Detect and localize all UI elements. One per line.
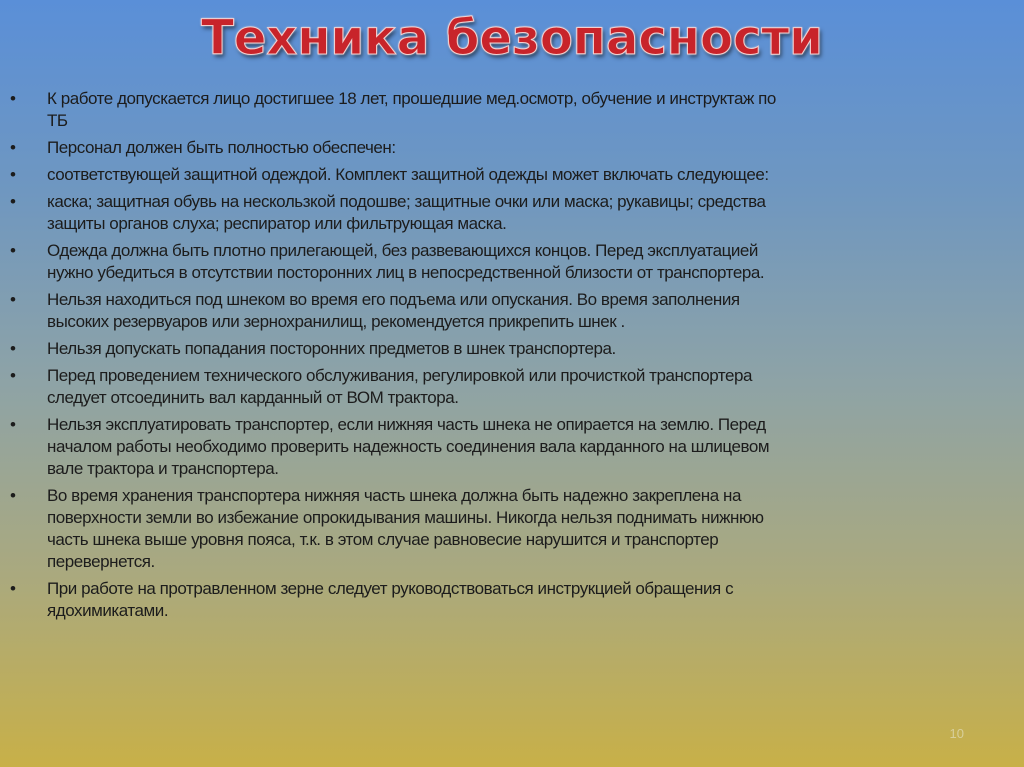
list-item-text: следует отсоединить вал карданный от ВОМ трактора. [47, 388, 459, 407]
bullet-icon: • [10, 138, 16, 157]
bullet-icon: • [10, 192, 16, 211]
list-item-text: высоких резервуаров или зернохранилищ, рекомендуется прикрепить шнек . [47, 312, 625, 331]
bullet-icon: • [10, 579, 16, 598]
list-item-text: ТБ [47, 111, 68, 130]
bullet-icon: • [10, 486, 16, 505]
bullet-icon: • [10, 89, 16, 108]
list-item-text: Персонал должен быть полностью обеспечен: [47, 138, 396, 157]
list-item-text: Перед проведением технического обслуживания, регулировкой или прочисткой транспортера [47, 366, 753, 385]
list-item-text: Во время хранения транспортера нижняя часть шнека должна быть надежно закреплена на [47, 486, 741, 505]
bullet-icon: • [10, 415, 16, 434]
list-item-text: При работе на протравленном зерне следует руководствоваться инструкцией обращения с [47, 579, 734, 598]
list-item [0, 240, 1024, 284]
page-number: 10 [949, 726, 964, 741]
list-item-text: началом работы необходимо проверить надежность соединения вала карданного на шлицевом [47, 437, 770, 456]
list-item-text: Нельзя эксплуатировать транспортер, если нижняя часть шнека не опирается на землю. Перед [47, 415, 766, 434]
list-item-text: каска; защитная обувь на нескользкой подошве; защитные очки или маска; рукавицы; средства [47, 192, 766, 211]
list-item-text: Нельзя находиться под шнеком во время его подъема или опускания. Во время заполнения [47, 290, 740, 309]
list-item [0, 485, 1024, 573]
list-item-text: перевернется. [47, 552, 155, 571]
list-item [0, 365, 1024, 409]
list-item-text: нужно убедиться в отсутствии посторонних лиц в непосредственной близости от транспортера. [47, 263, 765, 282]
list-item [0, 578, 1024, 622]
list-item-text: ядохимикатами. [47, 601, 169, 620]
list-item-text: поверхности земли во избежание опрокидывания машины. Никогда нельзя поднимать нижнюю [47, 508, 764, 527]
list-item-text: соответствующей защитной одеждой. Комплект защитной одежды может включать следующее: [47, 165, 769, 184]
bullet-icon: • [10, 241, 16, 260]
bullet-icon: • [10, 339, 16, 358]
list-item-text: Одежда должна быть плотно прилегающей, без развевающихся концов. Перед эксплуатацией [47, 241, 758, 260]
list-item [0, 88, 1024, 132]
bullet-icon: • [10, 366, 16, 385]
list-item-text: К работе допускается лицо достигшее 18 лет, прошедшие мед.осмотр, обучение и инструктаж по [47, 89, 776, 108]
list-item-text: Нельзя допускать попадания посторонних предметов в шнек транспортера. [47, 339, 616, 358]
list-item-text: вале трактора и транспортера. [47, 459, 279, 478]
list-item [0, 414, 1024, 480]
list-item [0, 164, 1024, 186]
bullet-list [0, 88, 1024, 627]
list-item-text: защиты органов слуха; респиратор или фильтрующая маска. [47, 214, 507, 233]
list-item [0, 289, 1024, 333]
list-item-text: часть шнека выше уровня пояса, т.к. в этом случае равновесие нарушится и транспортер [47, 530, 719, 549]
list-item [0, 338, 1024, 360]
bullet-icon: • [10, 165, 16, 184]
list-item [0, 137, 1024, 159]
bullet-icon: • [10, 290, 16, 309]
list-item [0, 191, 1024, 235]
slide-title: Техника безопасности [201, 10, 823, 66]
